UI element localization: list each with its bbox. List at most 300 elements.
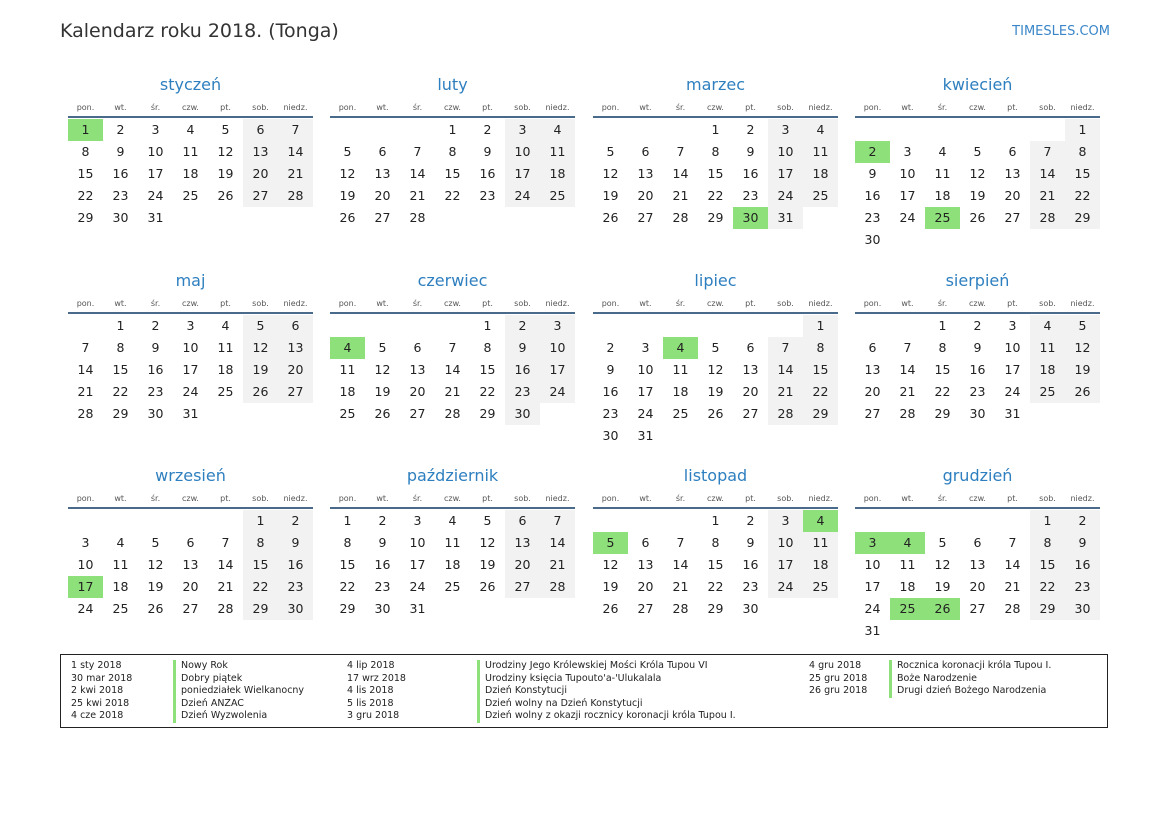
day-cell: 5 xyxy=(378,340,387,355)
day-cell: 9 xyxy=(606,362,615,377)
weekday-label: sob. xyxy=(777,103,794,112)
day-cell: 18 xyxy=(182,166,199,181)
weekday-label: sob. xyxy=(514,494,531,503)
day-cell: 24 xyxy=(409,579,426,594)
weekday-label: śr. xyxy=(412,103,423,112)
day-cell: 3 xyxy=(81,535,90,550)
holiday-day-cell: 1 xyxy=(68,119,103,141)
day-grid xyxy=(593,119,838,229)
day-cell: 17 xyxy=(864,579,881,594)
day-cell: 18 xyxy=(672,384,689,399)
day-cell: 27 xyxy=(637,601,654,616)
header-rule xyxy=(593,507,838,509)
holiday-day-cell: 25 xyxy=(925,207,960,229)
day-cell: 14 xyxy=(1004,557,1021,572)
day-cell: 22 xyxy=(243,576,278,598)
day-cell: 21 xyxy=(672,579,689,594)
weekday-label: sob. xyxy=(777,494,794,503)
day-cell: 24 xyxy=(505,185,540,207)
day-cell: 27 xyxy=(409,406,426,421)
day-cell: 27 xyxy=(243,185,278,207)
day-cell: 19 xyxy=(934,579,951,594)
weekday-label: pon. xyxy=(338,494,357,503)
holiday-date: 2 kwi 2018 xyxy=(71,685,124,696)
day-cell: 29 xyxy=(479,406,496,421)
day-cell: 26 xyxy=(602,210,619,225)
holiday-name: poniedziałek Wielkanocny xyxy=(173,685,304,698)
day-cell: 2 xyxy=(378,513,387,528)
day-cell: 13 xyxy=(637,557,654,572)
day-cell: 10 xyxy=(864,557,881,572)
day-cell: 29 xyxy=(77,210,94,225)
day-grid xyxy=(330,315,575,425)
day-cell: 24 xyxy=(540,381,575,403)
day-cell: 23 xyxy=(742,188,759,203)
weekday-label: pon. xyxy=(601,103,620,112)
day-cell: 17 xyxy=(899,188,916,203)
holiday-date: 1 sty 2018 xyxy=(71,660,122,671)
month-4 xyxy=(855,74,1100,251)
day-cell: 9 xyxy=(868,166,877,181)
weekday-label: niedz. xyxy=(808,299,833,308)
day-cell: 5 xyxy=(606,144,615,159)
day-cell: 23 xyxy=(1065,576,1100,598)
day-cell: 26 xyxy=(479,579,496,594)
weekday-header xyxy=(330,491,575,506)
holiday-day-cell: 3 xyxy=(855,532,890,554)
day-cell: 6 xyxy=(973,535,982,550)
day-cell: 11 xyxy=(112,557,129,572)
day-cell: 18 xyxy=(444,557,461,572)
day-cell: 27 xyxy=(182,601,199,616)
day-grid xyxy=(855,119,1100,251)
holiday-name: Urodziny księcia Tupouto'a-'Ulukalala xyxy=(477,673,661,686)
day-cell: 11 xyxy=(899,557,916,572)
weekday-label: pt. xyxy=(220,494,231,503)
day-cell: 14 xyxy=(899,362,916,377)
day-cell: 17 xyxy=(505,163,540,185)
day-cell: 18 xyxy=(112,579,129,594)
weekday-header xyxy=(68,491,313,506)
day-cell: 9 xyxy=(378,535,387,550)
weekday-label: niedz. xyxy=(283,494,308,503)
day-cell: 20 xyxy=(969,579,986,594)
weekday-label: śr. xyxy=(675,494,686,503)
day-cell: 19 xyxy=(339,188,356,203)
day-cell: 31 xyxy=(1004,406,1021,421)
day-cell: 20 xyxy=(1004,188,1021,203)
day-cell: 20 xyxy=(864,384,881,399)
day-cell: 8 xyxy=(803,337,838,359)
weekday-label: śr. xyxy=(150,299,161,308)
day-cell: 23 xyxy=(147,384,164,399)
day-cell: 19 xyxy=(147,579,164,594)
day-grid xyxy=(855,510,1100,642)
weekday-label: niedz. xyxy=(808,103,833,112)
day-cell: 28 xyxy=(672,601,689,616)
day-cell: 21 xyxy=(672,188,689,203)
day-cell: 15 xyxy=(707,557,724,572)
day-cell: 5 xyxy=(483,513,492,528)
day-cell: 29 xyxy=(243,598,278,620)
day-cell: 15 xyxy=(707,166,724,181)
day-cell: 15 xyxy=(934,362,951,377)
day-cell: 3 xyxy=(1008,318,1017,333)
header-rule xyxy=(593,312,838,314)
day-cell: 11 xyxy=(339,362,356,377)
month-2 xyxy=(330,74,575,229)
day-cell: 3 xyxy=(505,119,540,141)
weekday-label: niedz. xyxy=(545,299,570,308)
holiday-date: 4 lip 2018 xyxy=(347,660,395,671)
day-cell: 8 xyxy=(938,340,947,355)
day-cell: 23 xyxy=(374,579,391,594)
day-cell: 27 xyxy=(278,381,313,403)
day-cell: 9 xyxy=(973,340,982,355)
day-cell: 14 xyxy=(409,166,426,181)
day-cell: 20 xyxy=(637,579,654,594)
weekday-label: wt. xyxy=(376,103,389,112)
weekday-label: wt. xyxy=(114,299,127,308)
weekday-label: wt. xyxy=(639,494,652,503)
day-cell: 14 xyxy=(672,557,689,572)
holiday-name: Dzień Wyzwolenia xyxy=(173,710,267,723)
day-cell: 21 xyxy=(1030,185,1065,207)
day-cell: 2 xyxy=(505,315,540,337)
day-cell: 12 xyxy=(602,557,619,572)
day-cell: 15 xyxy=(339,557,356,572)
day-cell: 17 xyxy=(768,163,803,185)
header-rule xyxy=(330,116,575,118)
day-cell: 8 xyxy=(448,144,457,159)
day-cell: 24 xyxy=(637,406,654,421)
day-cell: 5 xyxy=(938,535,947,550)
weekday-label: pon. xyxy=(863,103,882,112)
day-cell: 8 xyxy=(1065,141,1100,163)
weekday-header xyxy=(68,296,313,311)
holiday-day-cell: 26 xyxy=(925,598,960,620)
day-cell: 31 xyxy=(409,601,426,616)
site-link[interactable]: TIMESLES.COM xyxy=(1012,24,1110,39)
day-cell: 4 xyxy=(1030,315,1065,337)
weekday-label: pon. xyxy=(338,103,357,112)
weekday-label: sob. xyxy=(1039,299,1056,308)
day-cell: 28 xyxy=(217,601,234,616)
holiday-date: 4 gru 2018 xyxy=(809,660,862,671)
day-cell: 9 xyxy=(505,337,540,359)
day-cell: 30 xyxy=(602,428,619,443)
holiday-day-cell: 30 xyxy=(733,207,768,229)
day-cell: 24 xyxy=(899,210,916,225)
day-cell: 6 xyxy=(186,535,195,550)
header-rule xyxy=(330,312,575,314)
day-cell: 24 xyxy=(768,185,803,207)
day-cell: 19 xyxy=(479,557,496,572)
day-cell: 13 xyxy=(409,362,426,377)
day-cell: 8 xyxy=(116,340,125,355)
day-cell: 18 xyxy=(339,384,356,399)
weekday-label: czw. xyxy=(444,103,461,112)
day-cell: 7 xyxy=(1030,141,1065,163)
day-cell: 18 xyxy=(540,163,575,185)
day-cell: 16 xyxy=(505,359,540,381)
day-cell: 13 xyxy=(182,557,199,572)
day-cell: 10 xyxy=(182,340,199,355)
day-cell: 6 xyxy=(278,315,313,337)
day-cell: 20 xyxy=(505,554,540,576)
holiday-name: Dzień wolny z okazji rocznicy koronacji króla Tupou I. xyxy=(477,710,736,723)
weekday-label: pt. xyxy=(745,299,756,308)
weekday-header xyxy=(855,491,1100,506)
day-cell: 3 xyxy=(768,510,803,532)
day-cell: 14 xyxy=(768,359,803,381)
day-cell: 19 xyxy=(243,359,278,381)
day-cell: 15 xyxy=(444,166,461,181)
day-cell: 22 xyxy=(112,384,129,399)
weekday-label: sob. xyxy=(777,299,794,308)
day-cell: 5 xyxy=(343,144,352,159)
weekday-label: śr. xyxy=(937,103,948,112)
day-cell: 18 xyxy=(803,163,838,185)
day-grid xyxy=(68,119,313,229)
day-cell: 23 xyxy=(278,576,313,598)
day-cell: 16 xyxy=(969,362,986,377)
day-cell: 3 xyxy=(186,318,195,333)
month-name: maj xyxy=(175,271,206,290)
day-cell: 8 xyxy=(483,340,492,355)
day-cell: 2 xyxy=(1065,510,1100,532)
day-cell: 21 xyxy=(217,579,234,594)
weekday-label: niedz. xyxy=(808,494,833,503)
day-cell: 8 xyxy=(243,532,278,554)
day-cell: 2 xyxy=(278,510,313,532)
day-cell: 27 xyxy=(637,210,654,225)
weekday-header xyxy=(68,100,313,115)
day-cell: 16 xyxy=(479,166,496,181)
day-cell: 1 xyxy=(938,318,947,333)
day-cell: 26 xyxy=(243,381,278,403)
day-cell: 2 xyxy=(606,340,615,355)
day-cell: 5 xyxy=(151,535,160,550)
holiday-name: Dobry piątek xyxy=(173,673,242,686)
weekday-label: niedz. xyxy=(283,299,308,308)
day-cell: 20 xyxy=(409,384,426,399)
weekday-label: pt. xyxy=(1007,494,1018,503)
day-cell: 18 xyxy=(1030,359,1065,381)
day-cell: 31 xyxy=(864,623,881,638)
holiday-day-cell: 4 xyxy=(803,510,838,532)
day-cell: 29 xyxy=(1065,207,1100,229)
day-cell: 6 xyxy=(746,340,755,355)
weekday-label: pon. xyxy=(338,299,357,308)
weekday-label: pon. xyxy=(76,103,95,112)
day-cell: 21 xyxy=(278,163,313,185)
month-name: wrzesień xyxy=(155,466,226,485)
day-cell: 29 xyxy=(112,406,129,421)
day-cell: 14 xyxy=(278,141,313,163)
day-cell: 19 xyxy=(374,384,391,399)
day-cell: 13 xyxy=(278,337,313,359)
weekday-label: sob. xyxy=(252,299,269,308)
day-cell: 11 xyxy=(1030,337,1065,359)
day-cell: 20 xyxy=(637,188,654,203)
day-cell: 31 xyxy=(768,207,803,229)
day-cell: 6 xyxy=(641,535,650,550)
day-cell: 13 xyxy=(864,362,881,377)
day-cell: 14 xyxy=(77,362,94,377)
month-1 xyxy=(68,74,313,229)
holiday-name: Dzień ANZAC xyxy=(173,698,244,711)
day-grid xyxy=(855,315,1100,425)
day-cell: 13 xyxy=(243,141,278,163)
weekday-label: sob. xyxy=(252,494,269,503)
day-cell: 5 xyxy=(243,315,278,337)
month-name: kwiecień xyxy=(942,75,1013,94)
day-cell: 12 xyxy=(243,337,278,359)
holiday-name: Rocznica koronacji króla Tupou I. xyxy=(889,660,1051,673)
day-cell: 11 xyxy=(672,362,689,377)
day-cell: 25 xyxy=(1030,381,1065,403)
day-cell: 17 xyxy=(1004,362,1021,377)
day-cell: 25 xyxy=(540,185,575,207)
weekday-label: wt. xyxy=(114,103,127,112)
weekday-label: pon. xyxy=(601,494,620,503)
day-cell: 29 xyxy=(1030,598,1065,620)
day-cell: 28 xyxy=(768,403,803,425)
day-cell: 10 xyxy=(409,535,426,550)
day-cell: 6 xyxy=(413,340,422,355)
day-cell: 18 xyxy=(934,188,951,203)
weekday-label: śr. xyxy=(412,494,423,503)
day-cell: 27 xyxy=(742,406,759,421)
weekday-label: niedz. xyxy=(1070,299,1095,308)
weekday-label: pon. xyxy=(863,494,882,503)
day-cell: 22 xyxy=(707,579,724,594)
day-cell: 25 xyxy=(803,576,838,598)
day-cell: 19 xyxy=(217,166,234,181)
weekday-label: sob. xyxy=(514,299,531,308)
day-cell: 22 xyxy=(707,188,724,203)
day-cell: 7 xyxy=(768,337,803,359)
day-grid xyxy=(68,510,313,620)
day-cell: 7 xyxy=(540,510,575,532)
day-cell: 1 xyxy=(343,513,352,528)
weekday-label: śr. xyxy=(937,299,948,308)
header-rule xyxy=(68,312,313,314)
day-cell: 20 xyxy=(243,163,278,185)
day-cell: 27 xyxy=(505,576,540,598)
day-cell: 1 xyxy=(483,318,492,333)
day-cell: 12 xyxy=(1065,337,1100,359)
weekday-label: pt. xyxy=(482,103,493,112)
month-name: listopad xyxy=(683,466,748,485)
weekday-label: wt. xyxy=(114,494,127,503)
day-cell: 28 xyxy=(278,185,313,207)
day-cell: 9 xyxy=(151,340,160,355)
day-cell: 30 xyxy=(278,598,313,620)
day-cell: 4 xyxy=(116,535,125,550)
day-cell: 17 xyxy=(768,554,803,576)
day-cell: 24 xyxy=(768,576,803,598)
weekday-label: wt. xyxy=(901,494,914,503)
day-cell: 12 xyxy=(934,557,951,572)
weekday-label: sob. xyxy=(1039,494,1056,503)
day-cell: 29 xyxy=(707,210,724,225)
day-cell: 23 xyxy=(112,188,129,203)
weekday-label: czw. xyxy=(182,103,199,112)
day-cell: 26 xyxy=(147,601,164,616)
day-cell: 20 xyxy=(278,359,313,381)
day-cell: 17 xyxy=(637,384,654,399)
day-cell: 18 xyxy=(899,579,916,594)
weekday-header xyxy=(855,296,1100,311)
day-cell: 9 xyxy=(746,144,755,159)
day-grid xyxy=(68,315,313,425)
weekday-label: niedz. xyxy=(545,494,570,503)
day-cell: 9 xyxy=(116,144,125,159)
weekday-label: czw. xyxy=(444,299,461,308)
holiday-date: 17 wrz 2018 xyxy=(347,672,406,684)
day-cell: 20 xyxy=(374,188,391,203)
header-rule xyxy=(330,507,575,509)
day-cell: 6 xyxy=(243,119,278,141)
day-cell: 4 xyxy=(540,119,575,141)
day-cell: 10 xyxy=(540,337,575,359)
day-cell: 4 xyxy=(938,144,947,159)
day-cell: 22 xyxy=(1030,576,1065,598)
day-cell: 25 xyxy=(444,579,461,594)
day-cell: 3 xyxy=(540,315,575,337)
weekday-header xyxy=(593,100,838,115)
day-cell: 1 xyxy=(711,513,720,528)
day-cell: 7 xyxy=(448,340,457,355)
holiday-name: Nowy Rok xyxy=(173,660,228,673)
day-cell: 5 xyxy=(973,144,982,159)
day-cell: 25 xyxy=(182,188,199,203)
day-cell: 22 xyxy=(77,188,94,203)
day-cell: 12 xyxy=(969,166,986,181)
day-cell: 3 xyxy=(151,122,160,137)
day-cell: 22 xyxy=(803,381,838,403)
day-cell: 10 xyxy=(768,141,803,163)
weekday-header xyxy=(855,100,1100,115)
weekday-label: pt. xyxy=(1007,299,1018,308)
month-8 xyxy=(855,270,1100,425)
day-cell: 30 xyxy=(969,406,986,421)
day-cell: 28 xyxy=(77,406,94,421)
day-cell: 4 xyxy=(448,513,457,528)
day-cell: 19 xyxy=(602,188,619,203)
day-cell: 28 xyxy=(540,576,575,598)
day-cell: 10 xyxy=(768,532,803,554)
day-cell: 14 xyxy=(540,532,575,554)
day-cell: 30 xyxy=(864,232,881,247)
day-cell: 10 xyxy=(1004,340,1021,355)
holiday-day-cell: 4 xyxy=(890,532,925,554)
day-cell: 5 xyxy=(1065,315,1100,337)
weekday-label: czw. xyxy=(182,299,199,308)
weekday-label: wt. xyxy=(376,494,389,503)
weekday-header xyxy=(593,296,838,311)
day-cell: 15 xyxy=(112,362,129,377)
day-cell: 1 xyxy=(711,122,720,137)
day-cell: 26 xyxy=(707,406,724,421)
weekday-label: pon. xyxy=(863,299,882,308)
month-10 xyxy=(330,465,575,620)
holiday-list xyxy=(60,654,1108,728)
header-rule xyxy=(855,312,1100,314)
weekday-label: pt. xyxy=(220,103,231,112)
